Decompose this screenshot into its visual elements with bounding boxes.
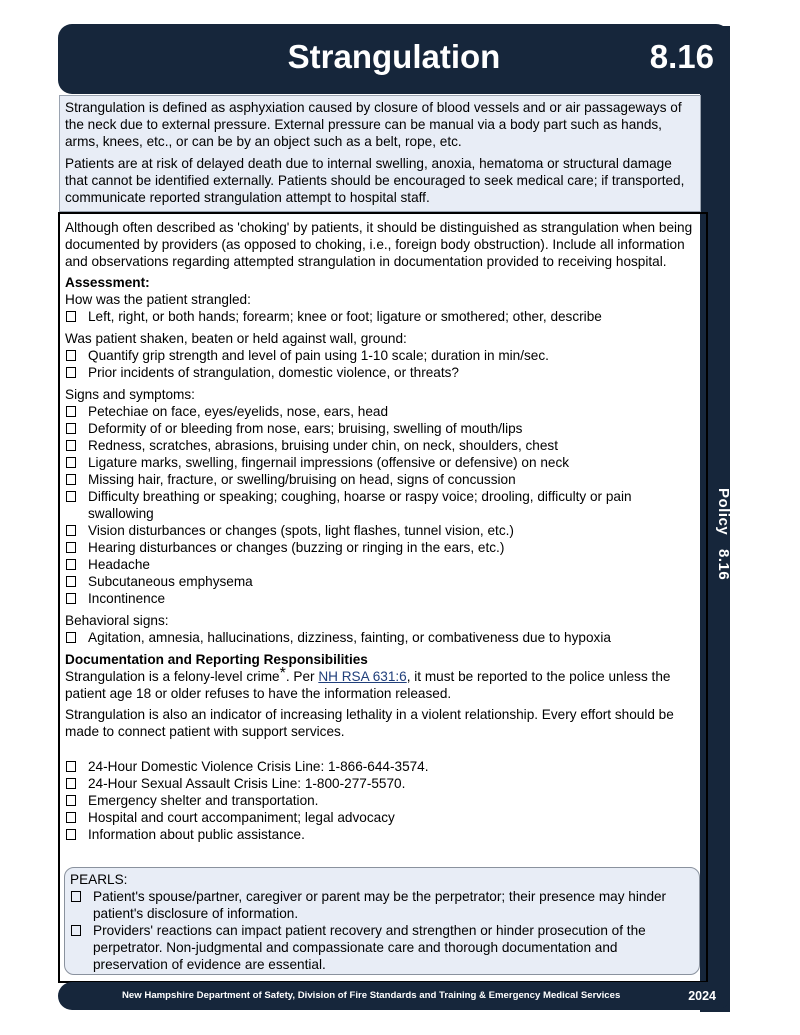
pearls-box	[64, 867, 700, 975]
assessment-question: How was the patient strangled:	[65, 292, 251, 307]
checkbox-icon	[66, 795, 76, 806]
checklist-item: Patient's spouse/partner, caregiver or parent may be the perpetrator; their presence may hinder patient's disclosure of information.	[70, 888, 694, 922]
checklist-item: Subcutaneous emphysema	[65, 573, 701, 590]
checklist-item: Information about public assistance.	[65, 826, 701, 843]
documentation-paragraph: Strangulation is a felony-level crime*. Per NH RSA 631:6, it must be reported to the police unless the patient age 18 or older refuses to have the information released.	[65, 665, 671, 701]
signs-checklist	[65, 403, 701, 607]
assessment-question: Was patient shaken, beaten or held against wall, ground:	[65, 331, 407, 346]
checklist-item: Ligature marks, swelling, fingernail impressions (offensive or defensive) on neck	[65, 454, 701, 471]
checkbox-icon	[66, 423, 76, 434]
checklist-item: Providers' reactions can impact patient recovery and strengthen or hinder prosecution of the perpetrator. Non-judgmental and compassionate care and thorough documentation and preservation of evidence are essential.	[70, 922, 694, 973]
definition-paragraph: Patients are at risk of delayed death due to internal swelling, anoxia, hematoma or structural damage that cannot be identified externally. Patients should be encouraged to seek medical care; if transported, communicate reported strangulation attempt to hospital staff.	[65, 156, 685, 205]
checklist-item: Redness, scratches, abrasions, bruising under chin, on neck, shoulders, chest	[65, 437, 701, 454]
checkbox-icon	[71, 891, 81, 902]
assessment-title: Assessment:	[65, 275, 150, 290]
checklist-item: Hearing disturbances or changes (buzzing or ringing in the ears, etc.)	[65, 539, 701, 556]
checkbox-icon	[71, 925, 81, 936]
side-policy-label	[706, 488, 732, 580]
behavioral-title: Behavioral signs:	[65, 613, 169, 628]
checkbox-icon	[66, 542, 76, 553]
checkbox-icon	[66, 350, 76, 361]
checkbox-icon	[66, 812, 76, 823]
checklist	[65, 308, 701, 325]
checklist-item: Hospital and court accompaniment; legal advocacy	[65, 809, 701, 826]
documentation-title: Documentation and Reporting Responsibilities	[65, 652, 368, 667]
checkbox-icon	[66, 761, 76, 772]
checklist-item: 24-Hour Sexual Assault Crisis Line: 1-800-277-5570.	[65, 775, 701, 792]
checklist-item: Left, right, or both hands; forearm; knee or foot; ligature or smothered; other, describe	[65, 308, 701, 325]
checkbox-icon	[66, 632, 76, 643]
page-header	[58, 24, 730, 94]
checkbox-icon	[66, 576, 76, 587]
checkbox-icon	[66, 440, 76, 451]
page-footer	[58, 982, 730, 1010]
checklist-item: Deformity of or bleeding from nose, ears; bruising, swelling of mouth/lips	[65, 420, 701, 437]
signs-title: Signs and symptoms:	[65, 387, 195, 402]
checkbox-icon	[66, 491, 76, 502]
checklist-item: Incontinence	[65, 590, 701, 607]
checklist	[65, 347, 701, 381]
checklist-item: Agitation, amnesia, hallucinations, dizziness, fainting, or combativeness due to hypoxia	[65, 629, 701, 646]
checkbox-icon	[66, 457, 76, 468]
checkbox-icon	[66, 406, 76, 417]
checkbox-icon	[66, 593, 76, 604]
checklist-item: 24-Hour Domestic Violence Crisis Line: 1-866-644-3574.	[65, 758, 701, 775]
side-policy-word: Policy	[715, 488, 732, 536]
pearls-title: PEARLS:	[70, 872, 128, 887]
checkbox-icon	[66, 778, 76, 789]
checklist-item: Quantify grip strength and level of pain using 1-10 scale; duration in min/sec.	[65, 347, 701, 364]
checkbox-icon	[66, 311, 76, 322]
rsa-link[interactable]: NH RSA 631:6	[318, 669, 407, 684]
footer-year: 2024	[688, 989, 716, 1003]
checklist-item: Difficulty breathing or speaking; coughing, hoarse or raspy voice; drooling, difficulty or pain swallowing	[65, 488, 701, 522]
checkbox-icon	[66, 525, 76, 536]
definition-paragraph: Strangulation is defined as asphyxiation caused by closure of blood vessels and or air passageways of the neck due to external pressure. External pressure can be manual via a body part such as hands, arms, knees, etc., or can be by an object such as a belt, rope, etc.	[65, 100, 682, 149]
checklist-item: Petechiae on face, eyes/eyelids, nose, ears, head	[65, 403, 701, 420]
pearls-checklist	[70, 888, 694, 973]
side-policy-number: 8.16	[715, 549, 732, 581]
intro-paragraph: Although often described as 'choking' by patients, it should be distinguished as strangulation when being documented by providers (as opposed to choking, i.e., foreign body obstruction). Include all information and observations regarding attempted strangulation in documentation provided to receiving hospital.	[65, 220, 693, 269]
checklist-item: Emergency shelter and transportation.	[65, 792, 701, 809]
policy-number: 8.16	[649, 38, 714, 75]
checklist-item: Prior incidents of strangulation, domestic violence, or threats?	[65, 364, 701, 381]
behavioral-checklist	[65, 629, 701, 646]
checkbox-icon	[66, 829, 76, 840]
checklist-item: Vision disturbances or changes (spots, light flashes, tunnel vision, etc.)	[65, 522, 701, 539]
asterisk: *	[279, 665, 286, 682]
checkbox-icon	[66, 367, 76, 378]
page-title: Strangulation	[287, 38, 501, 75]
documentation-paragraph: Strangulation is also an indicator of increasing lethality in a violent relationship. Every effort should be made to connect patient with support services.	[65, 707, 674, 739]
services-checklist	[65, 758, 701, 843]
footer-text: New Hampshire Department of Safety, Division of Fire Standards and Training & Emergency Medical Services	[122, 990, 621, 1001]
definition-box	[59, 95, 701, 212]
checkbox-icon	[66, 559, 76, 570]
checkbox-icon	[66, 474, 76, 485]
checklist-item: Headache	[65, 556, 701, 573]
checklist-item: Missing hair, fracture, or swelling/bruising on head, signs of concussion	[65, 471, 701, 488]
